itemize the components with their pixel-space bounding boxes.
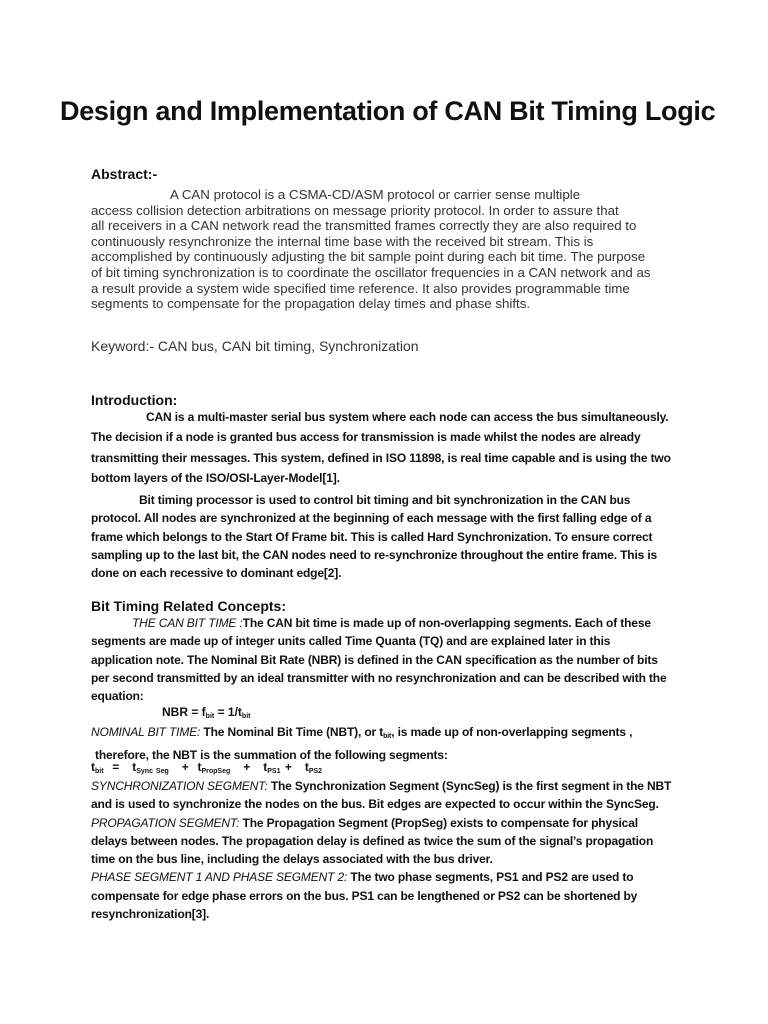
segments-paragraphs: SYNCHRONIZATION SEGMENT: The Synchronization Segment (SyncSeg) is the first segment in the NBT and is used to synchronize the nodes on the bus. Bit edges are expected to occur within the SyncSeg. PROPAGATION SEGMENT: The Propagation Segment (PropSeg) exists to compensate for physical delays between nodes. The propagation delay is defined as twice the sum of the signal’s propagation time on the bus line, including the delays associated with the bus driver. PHASE SEGMENT 1 AND PHASE SEGMENT 2: The two phase segments, PS1 and PS2 are used to compensate for edge phase errors on the bus. PS1 can be lengthened or PS2 can be shortened by resynchronization[3].	[91, 777, 671, 923]
concept-line: and is used to synchronize the nodes on the bus. Bit edges are expected to occur within the SyncSeg.	[91, 797, 659, 812]
intro-line: protocol. All nodes are synchronized at the beginning of each message with the first falling edge of a	[91, 511, 652, 526]
keywords: Keyword:- CAN bus, CAN bit timing, Synchronization	[91, 338, 419, 354]
abstract-line: segments to compensate for the propagation delay times and phase shifts.	[91, 296, 531, 312]
abstract-line: accomplished by continuously adjusting the bit sample point during each bit time. The purpose	[91, 249, 646, 265]
abstract-line: access collision detection arbitrations on message priority protocol. In order to assure that	[91, 202, 619, 218]
abstract-line: a result provide a system wide specified time reference. It also provides programmable time	[91, 280, 630, 296]
concept-line: delays between nodes. The propagation delay is defined as twice the sum of the signal’s propagation	[91, 833, 654, 848]
concept-line: application note. The Nominal Bit Rate (NBR) is defined in the CAN specification as the number of bits	[91, 652, 658, 667]
intro-line: transmitting their messages. This system, defined in ISO 11898, is real time capable and is using the two	[91, 450, 671, 465]
abstract-line: A CAN protocol is a CSMA-CD/ASM protocol or carrier sense multiple	[170, 187, 581, 202]
concept-line: compensate for edge phase errors on the bus. PS1 can be lengthened or PS2 can be shortened by	[91, 888, 638, 903]
concept-line: resynchronization[3].	[91, 907, 210, 922]
abstract-line: of bit timing synchronization is to coordinate the oscillator frequencies in a CAN network and as	[91, 264, 651, 280]
paper-title: Design and Implementation of CAN Bit Timing Logic	[60, 96, 716, 126]
nbr-equation: NBR = $f_{bit} = 1/t_{bit}$	[162, 705, 251, 720]
can-bit-time-term: THE CAN BIT TIME :	[132, 616, 243, 630]
introduction-paragraph-2	[91, 491, 657, 582]
concept-line: per second transmitted by an ideal transmitter with no resynchronization and can be described with the	[91, 670, 667, 685]
intro-line: done on each recessive to dominant edge[2].	[91, 566, 342, 581]
sync-segment-term: SYNCHRONIZATION SEGMENT:	[91, 779, 268, 793]
can-bit-time-paragraph	[91, 614, 666, 705]
concepts-heading: Bit Timing Related Concepts:	[91, 598, 286, 614]
propagation-segment-term: PROPAGATION SEGMENT:	[91, 815, 240, 830]
abstract-heading: Abstract:-	[91, 166, 158, 182]
phase-segment-term: PHASE SEGMENT 1 AND PHASE SEGMENT 2:	[91, 870, 348, 885]
nominal-bit-time-paragraph: NOMINAL BIT TIME: The Nominal Bit Time (NBT), or $t_{bit}$, is made up of non-overlapping segments , therefore, the NBT is the summation of the following segments:	[91, 723, 632, 765]
concept-line: equation:	[91, 689, 144, 704]
intro-line: sampling up to the last bit, the CAN nodes need to re-synchronize throughout the entire frame. This is	[91, 547, 658, 562]
intro-line: frame which belongs to the Start Of Frame bit. This is called Hard Synchronization. To ensure correct	[91, 529, 653, 544]
abstract-line: continuously resynchronize the internal time base with the received bit stream. This is	[91, 233, 594, 249]
introduction-paragraph-1	[91, 408, 671, 487]
can-bit-time-text: The CAN bit time is made up of non-overlapping segments. Each of these	[242, 616, 651, 630]
concept-line: therefore, the NBT is the summation of the following segments:	[95, 748, 448, 763]
intro-line: The decision if a node is granted bus access for transmission is made whilst the nodes are already	[91, 430, 641, 445]
concept-line: segments are made up of integer units called Time Quanta (TQ) and are explained later in this	[91, 634, 611, 649]
nbt-term: NOMINAL BIT TIME:	[91, 725, 201, 739]
intro-line: CAN is a multi-master serial bus system where each node can access the bus simultaneously.	[146, 410, 669, 424]
introduction-heading: Introduction:	[91, 392, 178, 408]
nbt-sum-equation: $t_{bit} = t_{Sync Seg} + t_{PropSeg} + t_{PS1} + t_{PS2}$	[91, 760, 323, 775]
intro-line: Bit timing processor is used to control bit timing and bit synchronization in the CAN bus	[139, 493, 631, 507]
abstract-body	[91, 187, 651, 312]
abstract-line: all receivers in a CAN network read the transmitted frames correctly they are also required to	[91, 218, 637, 234]
concept-line: time on the bus line, including the delays associated with the bus driver.	[91, 852, 493, 867]
intro-line: bottom layers of the ISO/OSI-Layer-Model[1].	[91, 470, 340, 485]
